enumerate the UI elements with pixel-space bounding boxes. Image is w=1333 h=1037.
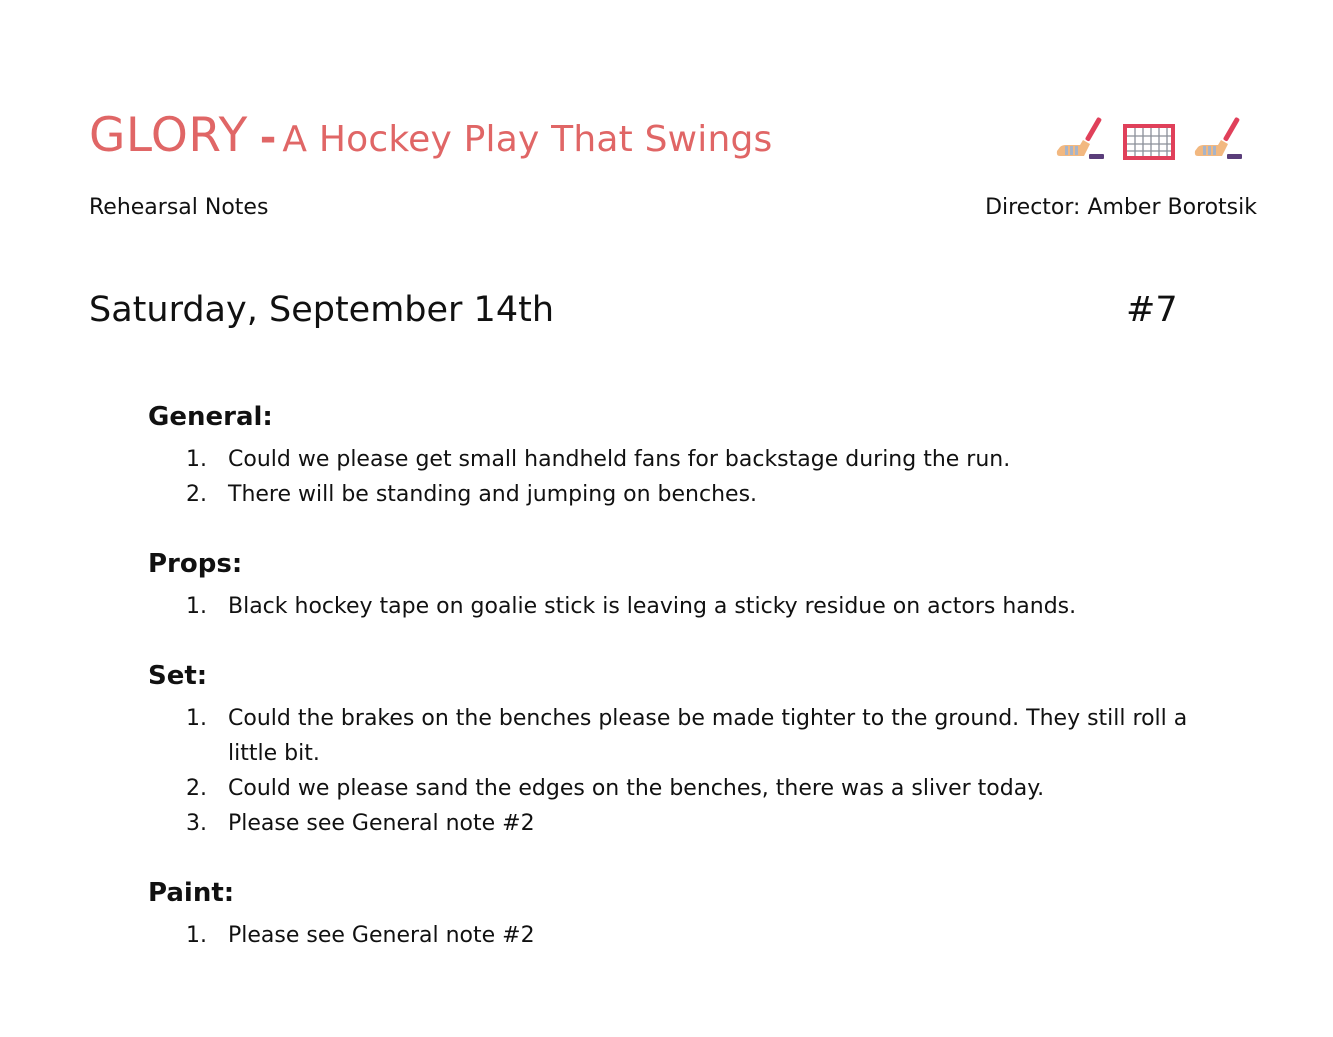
- set-notes-list: [148, 701, 1208, 841]
- section-heading-general: General:: [148, 402, 273, 432]
- hockey-stick-icon: [1054, 114, 1106, 162]
- item-text: Could we please get small handheld fans for backstage during the run.: [228, 447, 1011, 472]
- section-heading-props: Props:: [148, 549, 243, 579]
- hockey-stick-icon: [1192, 114, 1244, 162]
- title-dash: -: [259, 115, 277, 161]
- item-number: 2.: [186, 482, 207, 507]
- list-item: [148, 589, 1208, 624]
- item-number: 1.: [186, 594, 207, 619]
- goal-net-icon: [1122, 114, 1176, 162]
- document-title: [89, 108, 773, 163]
- list-item: [148, 701, 1208, 771]
- title-main: GLORY: [89, 108, 248, 163]
- section-heading-paint: Paint:: [148, 878, 235, 908]
- list-item: [148, 771, 1208, 806]
- item-number: 1.: [186, 447, 207, 472]
- list-item: [148, 918, 1208, 953]
- general-notes-list: [148, 442, 1208, 512]
- item-number: 1.: [186, 923, 207, 948]
- rehearsal-date: Saturday, September 14th: [89, 290, 554, 330]
- section-heading-set: Set:: [148, 661, 208, 691]
- item-text: Black hockey tape on goalie stick is leaving a sticky residue on actors hands.: [228, 594, 1077, 619]
- list-item: [148, 477, 1208, 512]
- paint-notes-list: [148, 918, 1208, 953]
- list-item: [148, 442, 1208, 477]
- item-text: Please see General note #2: [228, 923, 535, 948]
- header-icons: [1054, 114, 1244, 162]
- item-number: 3.: [186, 811, 207, 836]
- item-text: Could the brakes on the benches please be made tighter to the ground. They still roll a little bit.: [228, 706, 1188, 766]
- list-item: [148, 806, 1208, 841]
- title-subtitle: A Hockey Play That Swings: [282, 119, 773, 160]
- director-label: Director: Amber Borotsik: [985, 195, 1257, 220]
- item-number: 1.: [186, 706, 207, 731]
- item-text: Could we please sand the edges on the benches, there was a sliver today.: [228, 776, 1045, 801]
- report-number: #7: [1126, 290, 1178, 330]
- item-number: 2.: [186, 776, 207, 801]
- item-text: There will be standing and jumping on benches.: [228, 482, 758, 507]
- props-notes-list: [148, 589, 1208, 624]
- rehearsal-notes-label: Rehearsal Notes: [89, 195, 269, 220]
- item-text: Please see General note #2: [228, 811, 535, 836]
